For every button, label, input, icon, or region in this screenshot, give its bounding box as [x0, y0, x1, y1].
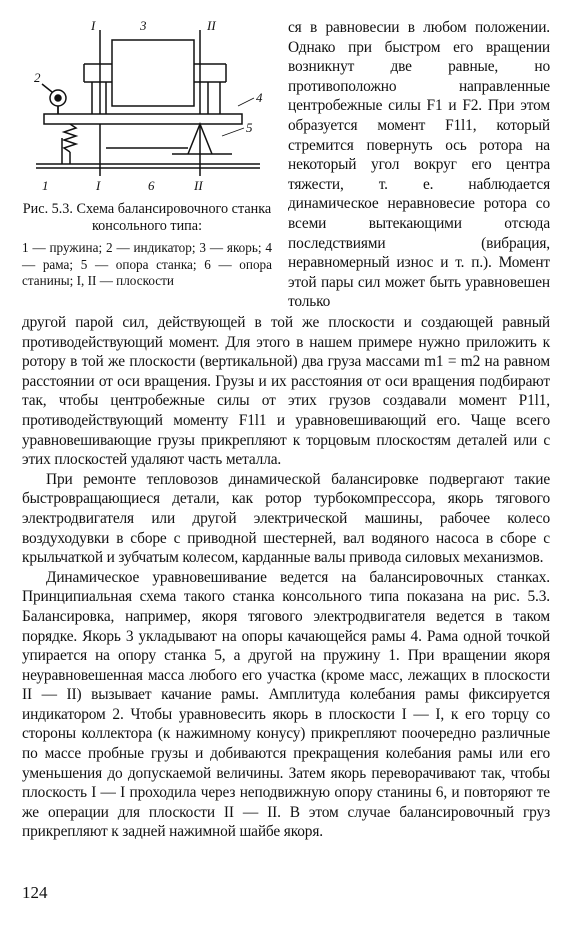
balancing-machine-diagram	[22, 18, 272, 200]
callout-plane-2-bottom: II	[194, 178, 203, 193]
callout-spring: 1	[42, 178, 49, 193]
right-column-paragraph: ся в равновесии в любом положении. Однако при быстром его вращении возникнут две равные, но противоположно направленные центробежные силы F1 и F2. При этом образуется момент F1l1, который стремится повернуть ось ротора на некоторый угол вокруг его центра тяжести, т. е. наблюдается динамическое неравновесие ротора со всеми вытекающими отсюда последствиями (вибрация, неравномерный износ и т. п.). Момент этой пары сил может быть уравновешен только	[288, 19, 550, 311]
callout-rotor: 3	[140, 18, 147, 33]
page-number: 124	[22, 883, 48, 902]
callout-machine-support: 5	[246, 120, 253, 135]
callout-base-support: 6	[148, 178, 155, 193]
paragraph-continuation: другой парой сил, действующей в той же плоскости и создающей равный противодействующий момент. Для этого в нашем примере нужно приложить к ротору в той же плоскости (вертикальной) два груза массами m1 = m2 на равном расстоянии от оси вращения. Грузы и их расстояния от оси вращения подбирают так, чтобы центробежные силы от этих грузов создавали момент P1l1, противодействующий моменту F1l1 и уравновешивающий его. Чаще всего уравновешивающие грузы прикрепляют к торцовым плоскостям деталей или с этих плоскостей удаляют часть металла.	[22, 314, 550, 469]
right-column-text	[288, 18, 550, 312]
body-text	[22, 313, 550, 842]
callout-plane-1-bottom: I	[96, 178, 101, 193]
paragraph-repair: При ремонте тепловозов динамической балансировке подвергают такие быстровращающиеся детали, как ротор турбокомпрессора, якорь тягового электродвигателя или другой электрической машины, рабочее колесо воздуходувки в сборе с приводной шестерней, вал водяного насоса в сборе с крыльчаткой и зубчатым колесом, карданные валы привода силовых механизмов.	[22, 470, 550, 567]
callout-frame: 4	[256, 90, 263, 105]
figure-caption: Рис. 5.3. Схема балансировочного станка консольного типа:	[22, 201, 272, 234]
callout-plane-2-top: II	[207, 18, 216, 33]
callout-plane-1-top: I	[91, 18, 96, 33]
figure-legend: 1 — пружина; 2 — индикатор; 3 — якорь; 4 — рама; 5 — опора станка; 6 — опора станины; I, II — плоскости	[22, 240, 272, 288]
callout-indicator: 2	[34, 70, 41, 85]
paragraph-balancing-procedure: Динамическое уравновешивание ведется на балансировочных станках. Принципиальная схема такого станка консольного типа показана на рис. 5.3. Балансировка, например, якоря тягового электродвигателя ведется в таком порядке. Якорь 3 укладывают на опоры качающейся рамы 4. Рама одной точкой упирается на опору станка 5, а другой на пружину 1. При вращении якоря неуравновешенная масса любого его участка (кроме масс, лежащих в плоскости II — II) вызывает качание рамы. Амплитуда колебания рамы фиксируется индикатором 2. Чтобы уравновесить якорь в плоскости I — I, к его торцу со стороны коллектора (к нажимному конусу) прикрепляют поочередно различные по массе пробные грузы и добиваются прекращения колебания рамы или его уменьшения до допускаемой величины. Затем якорь переворачивают так, чтобы плоскость I — I проходила через неподвижную опору станины 6, и повторяют те же операции для плоскости II — II. В этом случае балансировочный груз прикрепляют к задней нажимной шайбе якоря.	[22, 568, 550, 841]
